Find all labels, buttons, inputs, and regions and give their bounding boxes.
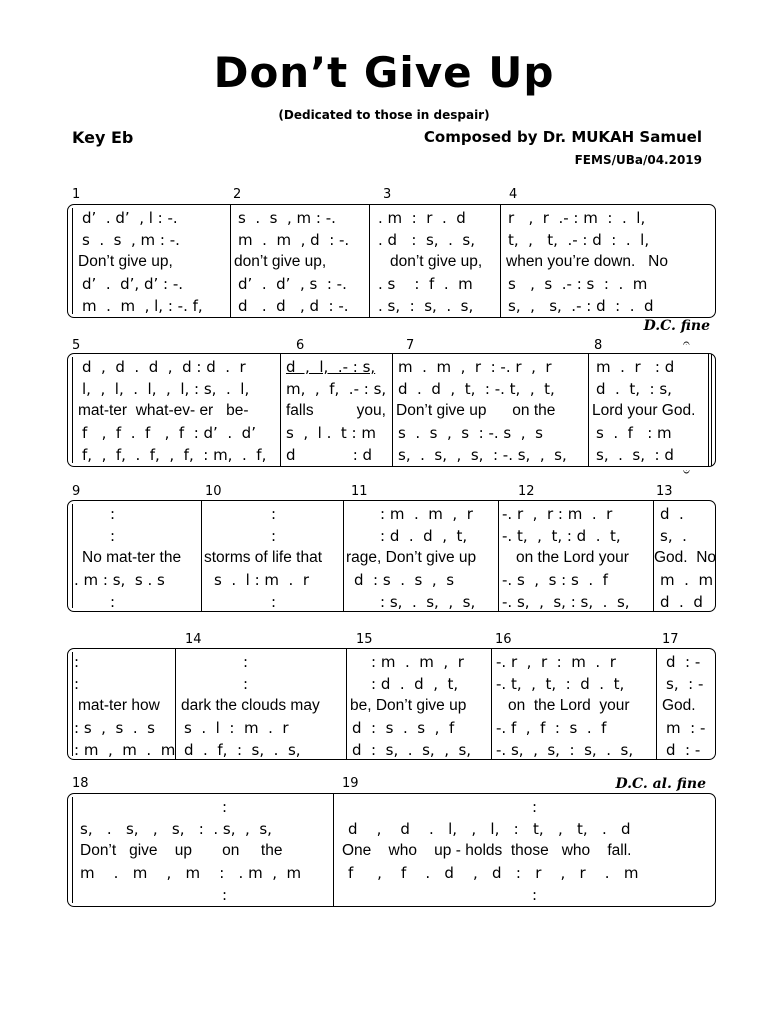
bass-part: :: [271, 593, 277, 611]
soprano-part: :: [271, 505, 277, 523]
tenor-part: m . m: [660, 571, 714, 589]
measure-number: 11: [351, 484, 368, 499]
double-bar-line: [708, 354, 712, 466]
alto-part: : d . d , t,: [371, 675, 459, 693]
bass-part: d . f, : s, . s,: [184, 741, 301, 759]
beat-divider: :: [222, 886, 228, 904]
fermata-icon: 𝄐: [683, 465, 690, 479]
soprano-part: s . s , m : -.: [238, 209, 336, 227]
alto-part: s, : -: [666, 675, 704, 693]
lyrics-line: when you’re down. No: [506, 253, 668, 270]
bass-part: : s, . s, , s,: [380, 593, 476, 611]
beat-divider: :: [222, 798, 228, 816]
measure-number: 16: [495, 632, 512, 647]
bar-line: [280, 354, 281, 466]
fermata-icon: 𝄐: [683, 336, 690, 350]
bass-part: m . m , l, : -. f,: [82, 297, 203, 315]
soprano-part: d .: [660, 505, 684, 523]
bass-part: d : s, . s, , s,: [352, 741, 472, 759]
tenor-part: . m : s, s . s: [74, 571, 165, 589]
tenor-part: s , s .- : s : . m: [508, 275, 648, 293]
staff-system-1: [67, 204, 716, 318]
measure-number: 4: [509, 187, 518, 202]
soprano-part: r , r .- : m : . l,: [508, 209, 646, 227]
alto-part: :: [110, 527, 116, 545]
alto-part: . d : s, . s,: [378, 231, 475, 249]
soprano-part: m . r : d: [596, 358, 675, 376]
bass-part: d . d: [660, 593, 703, 611]
alto-part: :: [243, 675, 249, 693]
soprano-part: . m : r . d: [378, 209, 466, 227]
bar-line: [491, 649, 492, 759]
system-bracket: [72, 357, 73, 463]
bar-line: [369, 205, 370, 317]
bass-part: . s, : s, . s,: [378, 297, 474, 315]
lyrics-line: dark the clouds may: [181, 697, 320, 714]
alto-part: d . t, : s,: [596, 380, 672, 398]
soprano-part: -. r , r : m . r: [496, 653, 616, 671]
measure-number: 9: [72, 484, 81, 499]
beat-divider: :: [532, 798, 538, 816]
measure-number: 14: [185, 632, 202, 647]
soprano-part: m . m , r : -. r , r: [398, 358, 552, 376]
tenor-part: s . l : m . r: [184, 719, 289, 737]
bass-part: s, . s, : d: [596, 446, 674, 464]
measure-number: 18: [72, 776, 89, 791]
soprano-part: -. r , r : m . r: [502, 505, 613, 523]
song-dedication: (Dedicated to those in despair): [278, 108, 490, 122]
lyrics-line: Don’t give up on the: [396, 402, 556, 419]
tenor-part: m : -: [666, 719, 706, 737]
tenor-part: s . f : m: [596, 424, 672, 442]
measure-number: 12: [518, 484, 535, 499]
measure-number: 10: [205, 484, 222, 499]
staff-system-4: [67, 648, 716, 760]
lyrics-line: on the Lord your: [508, 697, 630, 714]
lyrics-line: falls you,: [286, 402, 386, 419]
soprano-part: d , d . l, , l, : t, , t, . d: [348, 820, 631, 838]
alto-part: :: [271, 527, 277, 545]
soprano-part: :: [243, 653, 249, 671]
bar-line: [500, 205, 501, 317]
bass-part: -. s, , s, : s, . s,: [502, 593, 630, 611]
tenor-part: d’ . d’, d’ : -.: [82, 275, 184, 293]
alto-part: m . m , d : -.: [238, 231, 350, 249]
bar-line: [656, 649, 657, 759]
lyrics-line: on the Lord your: [516, 549, 629, 566]
bass-part: s, . s, , s, : -. s, , s,: [398, 446, 567, 464]
lyrics-line: rage, Don’t give up: [346, 549, 477, 566]
lyrics-line: don’t give up,: [234, 253, 327, 270]
tenor-part: d : s . s , s: [354, 571, 455, 589]
alto-part: t, , t, .- : d : . l,: [508, 231, 650, 249]
bass-part: d : -: [666, 741, 701, 759]
bass-part: -. s, , s, : s, . s,: [496, 741, 634, 759]
bar-line: [230, 205, 231, 317]
measure-number: 8: [594, 338, 603, 353]
alto-part: -. t, , t, : d . t,: [496, 675, 625, 693]
alto-part: s, .: [660, 527, 687, 545]
soprano-part: s, . s, , s, : . s, , s,: [80, 820, 272, 838]
lyrics-line: Lord your God.: [592, 402, 696, 419]
measure-number: 13: [656, 484, 673, 499]
staff-system-3: [67, 500, 716, 612]
alto-part: l, , l, . l, , l, : s, . l,: [82, 380, 250, 398]
bar-line: [333, 794, 334, 906]
bass-part: d . d , d : -.: [238, 297, 349, 315]
system-bracket: [72, 797, 73, 903]
soprano-part: : m . m , r: [380, 505, 473, 523]
bass-part: s, , s, .- : d : . d: [508, 297, 654, 315]
lyrics-line: don’t give up,: [390, 253, 483, 270]
lyrics-line: storms of life that: [204, 549, 323, 566]
composer-credit: Composed by Dr. MUKAH Samuel: [423, 128, 702, 146]
soprano-part: d : -: [666, 653, 701, 671]
soprano-part: :: [110, 505, 116, 523]
key-signature: Key Eb: [72, 128, 134, 147]
tenor-part: s . s , s : -. s , s: [398, 424, 543, 442]
bar-line: [392, 354, 393, 466]
tenor-part: -. s , s : s . f: [502, 571, 608, 589]
tenor-part: . s : f . m: [378, 275, 473, 293]
bar-line: [343, 501, 344, 611]
soprano-part: d , d . d , d : d . r: [82, 358, 246, 376]
soprano-part: : m . m , r: [371, 653, 464, 671]
bar-line: [346, 649, 347, 759]
tenor-part: -. f , f : s . f: [496, 719, 607, 737]
song-title: Don’t Give Up: [213, 48, 555, 97]
lyrics-line: mat-ter how: [78, 697, 160, 714]
lyrics-line: mat-ter what-ev- er be-: [78, 402, 249, 419]
measure-number: 2: [233, 187, 242, 202]
measure-number: 3: [383, 187, 392, 202]
alto-part: f , f . d , d : r , r . m: [348, 864, 639, 882]
system-bracket: [72, 652, 73, 756]
soprano-part: :: [74, 653, 80, 671]
bass-part: d : d: [286, 446, 373, 464]
tenor-part: d : s . s , f: [352, 719, 455, 737]
soprano-part: d , l, .- : s,: [286, 358, 376, 376]
lyrics-line: God. No: [654, 549, 717, 566]
dc-fine-marking: D.C. fine: [643, 318, 710, 334]
soprano-part: d’ . d’ , l : -.: [82, 209, 178, 227]
lyrics-line: be, Don’t give up: [350, 697, 467, 714]
staff-system-5: [67, 793, 716, 907]
system-bracket: [72, 208, 73, 314]
alto-part: s . s , m : -.: [82, 231, 180, 249]
dc-al-fine-marking: D.C. al. fine: [615, 776, 706, 792]
alto-part: -. t, , t, : d . t,: [502, 527, 621, 545]
alto-part: m, , f, .- : s,: [286, 380, 387, 398]
alto-part: : d . d , t,: [380, 527, 468, 545]
lyrics-line: God.: [662, 697, 696, 714]
bass-part: : m , m . m: [74, 741, 176, 759]
staff-system-2: [67, 353, 716, 467]
measure-number: 5: [72, 338, 81, 353]
bass-part: f, , f, . f, , f, : m, . f,: [82, 446, 267, 464]
lyrics-line: Don’t give up,: [78, 253, 173, 270]
lyrics-line: No mat-ter the: [82, 549, 182, 566]
lyrics-line: Don’t give up on the: [80, 842, 283, 859]
lyrics-line: One who up - holds those who fall.: [342, 842, 632, 859]
measure-number: 17: [662, 632, 679, 647]
measure-number: 7: [406, 338, 415, 353]
measure-number: 19: [342, 776, 359, 791]
tenor-part: s , l . t : m: [286, 424, 376, 442]
alto-part: :: [74, 675, 80, 693]
bar-line: [498, 501, 499, 611]
measure-number: 15: [356, 632, 373, 647]
alto-part: m . m , m : . m , m: [80, 864, 302, 882]
system-bracket: [72, 504, 73, 608]
tenor-part: s . l : m . r: [214, 571, 310, 589]
measure-number: 6: [296, 338, 305, 353]
bar-line: [588, 354, 589, 466]
tenor-part: : s , s . s: [74, 719, 155, 737]
tenor-part: d’ . d’ , s : -.: [238, 275, 347, 293]
bar-line: [201, 501, 202, 611]
bass-part: :: [110, 593, 116, 611]
measure-number: 1: [72, 187, 81, 202]
tenor-part: f , f . f , f : d’ . d’: [82, 424, 256, 442]
reference-code: FEMS/UBa/04.2019: [574, 153, 702, 167]
alto-part: d . d , t, : -. t, , t,: [398, 380, 555, 398]
beat-divider: :: [532, 886, 538, 904]
